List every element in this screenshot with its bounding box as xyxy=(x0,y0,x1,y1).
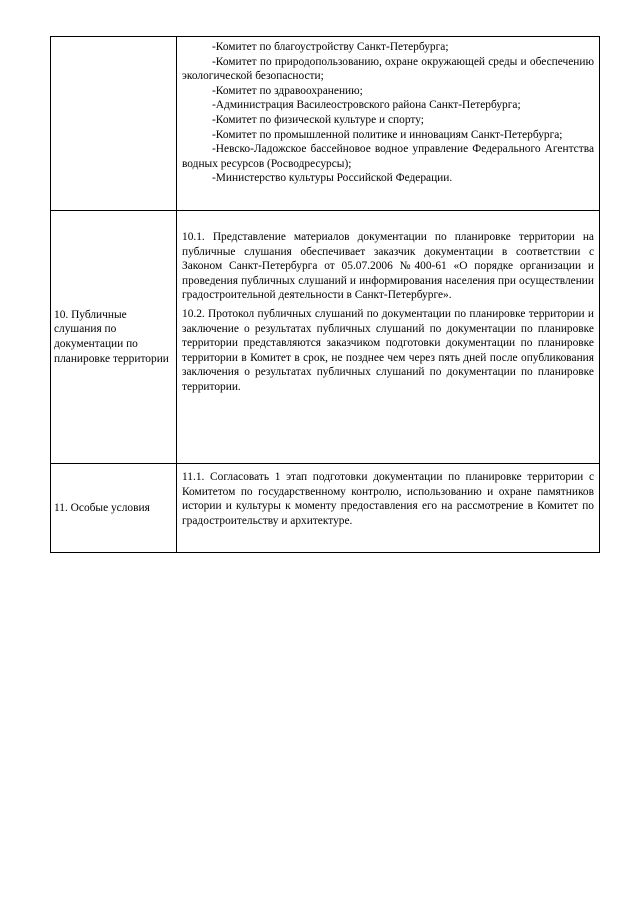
special-conditions-content xyxy=(177,464,600,553)
list-item: -Комитет по физической культуре и спорту; xyxy=(212,113,424,126)
row-label-cell-empty xyxy=(51,37,177,211)
requirements-table xyxy=(50,36,600,553)
table-row-agencies xyxy=(51,37,600,211)
public-hearings-content xyxy=(177,211,600,464)
agencies-list-cell xyxy=(177,37,600,211)
clause-10-1: 10.1. Представление материалов документации по планировке территории на публичные слушания обеспечивает заказчик документации в соответствии с Законом Санкт-Петербурга от 05.07.2006 №400-61 «О порядке организации и проведения публичных слушаний и информирования населения при осуществлении градостроительной деятельности в Санкт-Петербурге». xyxy=(182,231,594,302)
list-item: -Министерство культуры Российской Федерации. xyxy=(212,172,453,185)
clause-10-2: 10.2. Протокол публичных слушаний по документации по планировке территории и заключение о результатах публичных слушаний по документации по планировке территории представляются заказчиком подготовки документации по планировке территории в Комитет в срок, не позднее чем через пять дней после опубликования заключения о результатах публичных слушаний по документации по планировке территории. xyxy=(182,307,594,393)
table-row-public-hearings xyxy=(51,211,600,464)
list-item: -Невско-Ладожское бассейновое водное управление Федерального Агентства водных ресурсов (Росводресурсы); xyxy=(182,143,594,170)
list-item: -Администрация Василеостровского района Санкт-Петербурга; xyxy=(212,99,521,112)
list-item: -Комитет по промышленной политике и инновациям Санкт-Петербурга; xyxy=(212,128,563,141)
clause-11-1: 11.1. Согласовать 1 этап подготовки документации по планировке территории с Комитетом по государственному контролю, использованию и охране памятников истории и культуры к моменту предоставления его на рассмотрение в Комитет по градостроительству и архитектуре. xyxy=(182,471,594,527)
row-label-special-conditions: 11. Особые условия xyxy=(51,464,177,553)
table-row-special-conditions xyxy=(51,464,600,553)
row-label-public-hearings: 10. Публичные слушания по документации по планировке территории xyxy=(51,211,177,464)
list-item: -Комитет по благоустройству Санкт-Петербурга; xyxy=(212,41,449,53)
list-item: -Комитет по природопользованию, охране окружающей среды и обеспечению экологической безопасности; xyxy=(182,55,594,83)
list-item: -Комитет по здравоохранению; xyxy=(212,84,363,97)
